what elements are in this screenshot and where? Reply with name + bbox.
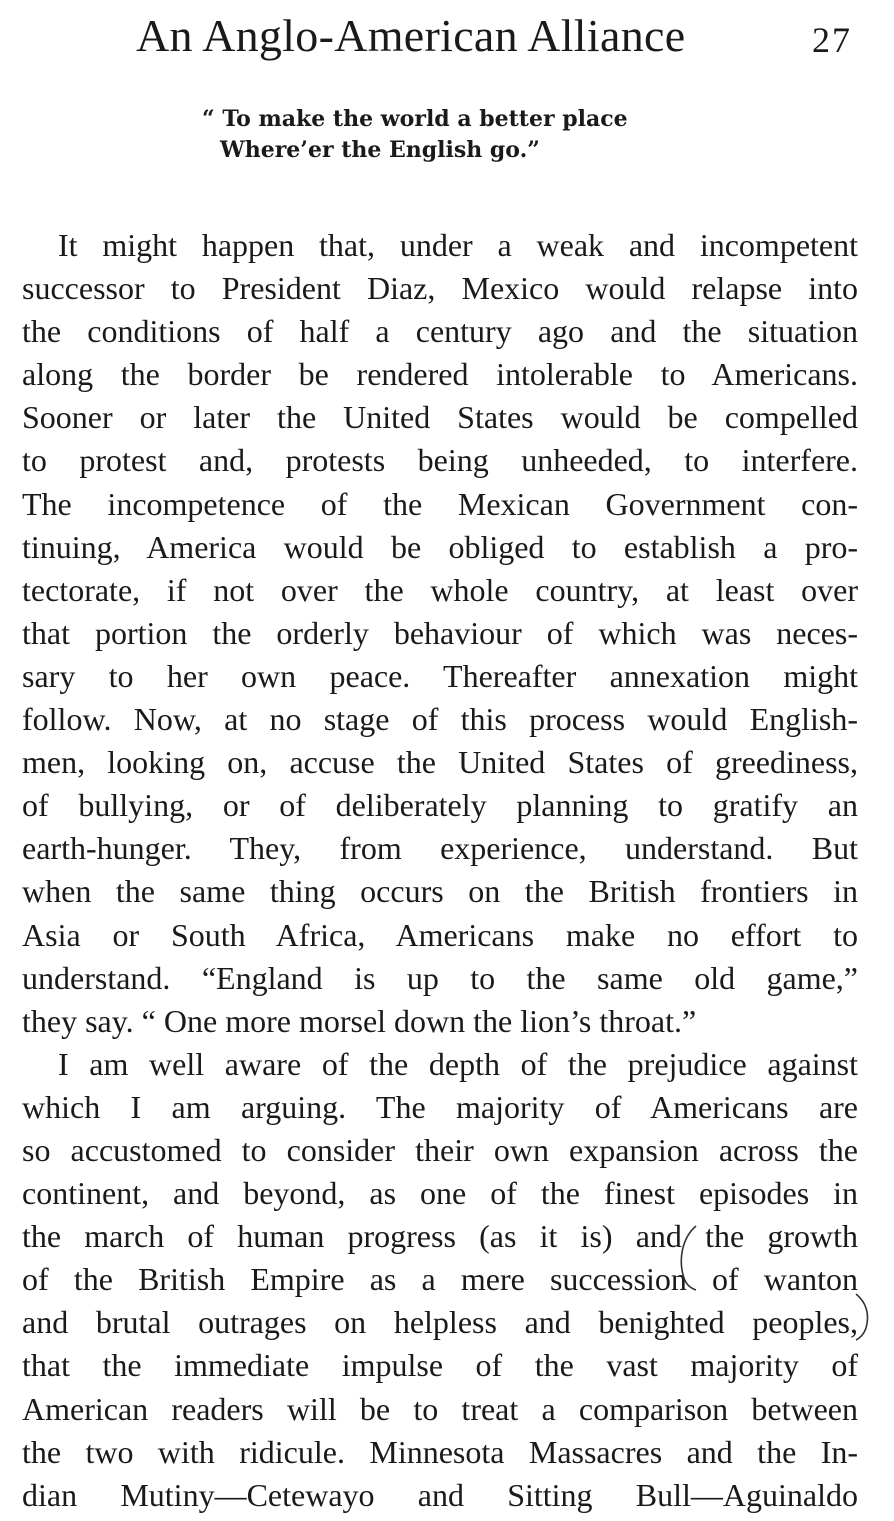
text-line: continent, and beyond, as one of the finest episodes in	[22, 1175, 858, 1212]
text-line: sary to her own peace. Thereafter annexation might	[22, 657, 858, 694]
running-title: An Anglo-American Alliance	[136, 10, 686, 61]
text-line: so accustomed to consider their own expansion across the	[22, 1131, 858, 1168]
text-line: understand. “England is up to the same old game,”	[22, 959, 858, 996]
text-line: tinuing, America would be obliged to establish a pro-	[22, 528, 858, 565]
text-line: The incompetence of the Mexican Government con-	[22, 485, 858, 522]
text-line: Asia or South Africa, Americans make no effort to	[22, 916, 858, 953]
text-line: which I am arguing. The majority of Americans are	[22, 1088, 858, 1125]
text-line: follow. Now, at no stage of this process would English-	[22, 701, 858, 738]
text-line: successor to President Diaz, Mexico would relapse into	[22, 270, 858, 307]
text-line: the conditions of half a century ago and the situation	[22, 313, 858, 350]
text-line: the march of human progress (as it is) and the growth	[22, 1218, 858, 1255]
text-line: American readers will be to treat a comparison between	[22, 1390, 858, 1427]
text-line: I am well aware of the depth of the prejudice against	[58, 1045, 858, 1082]
text-line: dian Mutiny—Cetewayo and Sitting Bull—Aguinaldo	[22, 1476, 858, 1513]
text-line: along the border be rendered intolerable to Americans.	[22, 356, 858, 393]
text-line: to protest and, protests being unheeded, to interfere.	[22, 442, 858, 479]
text-line: earth-hunger. They, from experience, understand. But	[22, 830, 858, 867]
text-line: that the immediate impulse of the vast majority of	[22, 1347, 858, 1384]
text-line: Sooner or later the United States would be compelled	[22, 399, 858, 436]
text-line: tectorate, if not over the whole country, at least over	[22, 571, 858, 608]
text-line: of the British Empire as a mere succession of wanton	[22, 1261, 858, 1298]
text-line: men, looking on, accuse the United States of greediness,	[22, 744, 858, 781]
text-line: they say. “ One more morsel down the lion’s throat.”	[22, 1002, 697, 1039]
text-line: of bullying, or of deliberately planning to gratify an	[22, 787, 858, 824]
text-line: when the same thing occurs on the British frontiers in	[22, 873, 858, 910]
epigraph-line: Where’er the English go.”	[220, 137, 540, 163]
text-line: the two with ridicule. Minnesota Massacres and the In-	[22, 1433, 858, 1470]
epigraph-line: “ To make the world a better place	[202, 106, 628, 132]
text-line: It might happen that, under a weak and incompetent	[58, 227, 858, 263]
body-text	[22, 224, 858, 1517]
page-header	[0, 8, 894, 64]
text-line: and brutal outrages on helpless and benighted peoples,	[22, 1304, 858, 1341]
page-number: 27	[812, 20, 852, 60]
epigraph	[202, 104, 628, 166]
text-line: that portion the orderly behaviour of which was neces-	[22, 614, 858, 651]
